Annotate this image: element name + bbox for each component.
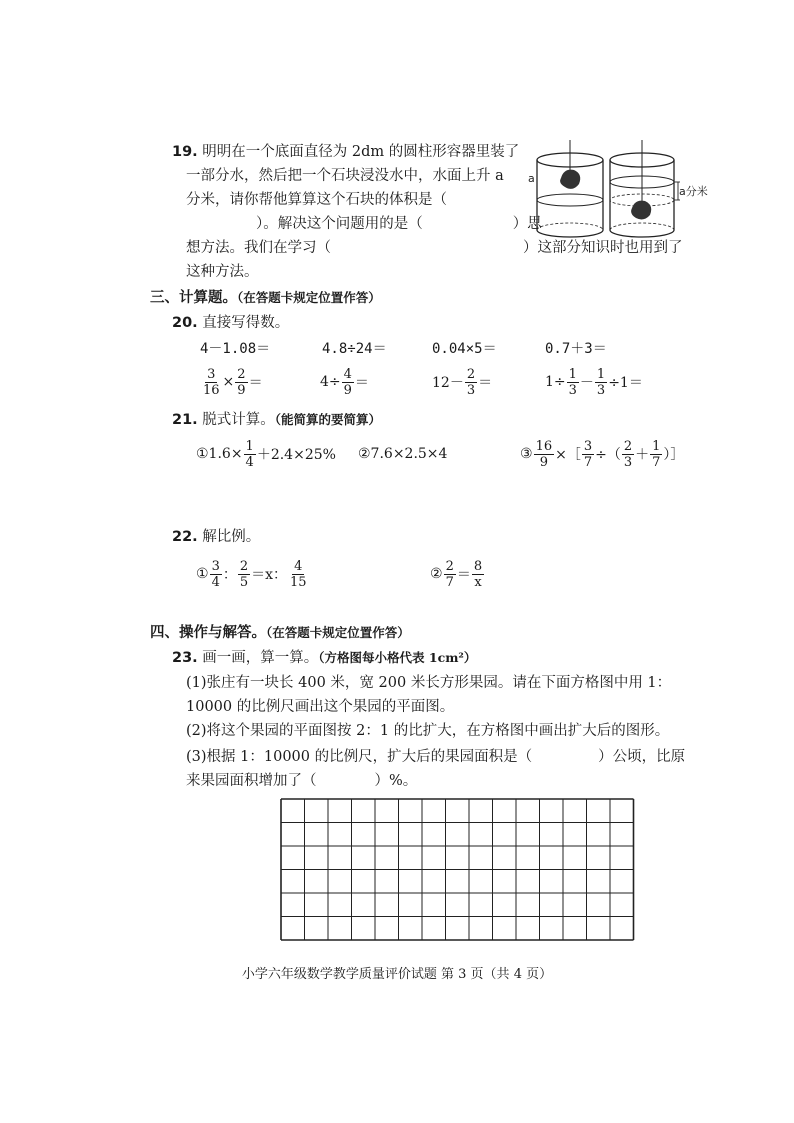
q23-heading [172,648,476,668]
q21-expr-1: ①1.6× $\frac{1}{4}$ ＋2.4×25% [196,438,336,470]
cylinder-before [537,140,603,237]
q23-text-4b: ）%。 [374,773,418,789]
drawing-grid[interactable] [280,798,640,948]
q19-number: 19. [172,144,198,160]
label-a: a [528,172,535,185]
q20-number: 20. [172,315,198,331]
q21-expr-3: ③ $\frac{16}{9}$ ×［ $\frac{3}{7}$ ÷（ $\frac{2}{3}$ ＋ $\frac{1}{7}$ ）］ [520,438,685,470]
section-3-title: 三、计算题。 [150,289,237,306]
q23-part-3a [186,747,685,767]
q23-note: （方格图每小格代表 1cm²） [318,650,477,665]
q23-text-3b: ）公顷，比原 [598,749,686,765]
q21-expr-2: ②7.6×2.5×4 [358,446,448,462]
q19-line1 [172,142,519,162]
fraction: $\frac{1}{3}$ [596,366,606,398]
q19-text-4a: ）。解决这个问题用的是（ [256,216,423,232]
q19-text-4b: ）思 [512,216,542,232]
q23-text-3a: (3)根据 1：10000 的比例尺，扩大后的果园面积是（ [186,749,533,765]
q19-text-1: 明明在一个底面直径为 2dm 的圆柱形容器里装了 [202,144,520,160]
cylinder-after [610,140,680,237]
q23-part-3b [186,771,417,791]
fraction: $\frac{4}{9}$ [343,366,352,398]
q23-part-1b: 10000 的比例尺画出这个果园的平面图。 [186,699,455,715]
label-rise: a分米 [679,185,708,198]
q22-expr-1: ① $\frac{3}{4}$ ： $\frac{2}{5}$ ＝x： $\frac{4}{15}$ [196,558,307,590]
fraction: $\frac{3}{7}$ [583,438,593,470]
page-footer: 小学六年级数学教学质量评价试题 第 3 页（共 4 页） [241,967,553,982]
q22-expr-2: ② $\frac{2}{7}$ ＝ $\frac{8}{x}$ [430,558,483,590]
fraction: $\frac{2}{3}$ [466,366,476,398]
q20-item-5: $\frac{3}{16}$ × $\frac{2}{9}$ ＝ [203,366,263,398]
q22-title: 解比例。 [202,529,261,545]
stone-icon [560,170,580,189]
q23-text-4a: 来果园面积增加了（ [186,773,317,789]
fraction: $\frac{2}{7}$ [445,558,454,590]
fraction: $\frac{2}{3}$ [623,438,633,470]
section-4-title: 四、操作与解答。 [150,624,266,641]
q19-line3 [186,190,517,210]
section-4-heading [150,623,410,643]
q20-item-6: 4÷ $\frac{4}{9}$ ＝ [320,366,369,398]
q19-line2: 一部分水，然后把一个石块浸没水中，水面上升 a [186,168,504,184]
q23-title: 画一画，算一算。 [202,650,319,666]
q19-text-5a: 想方法。我们在学习（ [186,240,331,256]
q21-title: 脱式计算。 [202,412,275,428]
section-4-note: （在答题卡规定位置作答） [266,625,410,640]
q23-part-2: (2)将这个果园的平面图按 2：1 的比扩大，在方格图中画出扩大后的图形。 [186,723,670,739]
q22-heading [172,527,260,547]
q22-number: 22. [172,529,198,545]
q20-item-4: 0.7＋3＝ [545,341,607,357]
fraction: $\frac{8}{x}$ [473,558,483,590]
q19-line4 [186,214,542,234]
fraction: $\frac{2}{5}$ [239,558,249,590]
fraction: $\frac{1}{4}$ [245,438,254,470]
fraction: $\frac{16}{9}$ [535,438,553,470]
fraction: $\frac{4}{15}$ [290,558,307,590]
fraction: $\frac{1}{3}$ [568,366,577,398]
q21-heading [172,410,381,430]
q19-text-3a: 分米，请你帮他算算这个石块的体积是（ [186,192,447,208]
section-3-note: （在答题卡规定位置作答） [237,290,381,305]
q21-number: 21. [172,412,198,428]
q23-number: 23. [172,650,198,666]
q20-item-1: 4－1.08＝ [200,341,271,357]
q20-item-8: 1÷ $\frac{1}{3}$ － $\frac{1}{3}$ ÷1＝ [545,366,643,398]
fraction: $\frac{3}{4}$ [211,558,220,590]
fraction: $\frac{3}{16}$ [203,366,220,398]
q19-text-5b: ）这部分知识时也用到了 [523,240,683,256]
stone-submerged-icon [631,201,651,220]
q20-item-2: 4.8÷24＝ [322,341,387,357]
q21-note: （能简算的要简算） [274,412,382,427]
section-3-heading [150,288,381,308]
q23-part-1a: (1)张庄有一块长 400 米，宽 200 米长方形果园。请在下面方格图中用 1： [186,675,672,691]
fraction: $\frac{1}{7}$ [652,438,661,470]
q20-title: 直接写得数。 [202,315,290,331]
q20-item-3: 0.04×5＝ [432,341,497,357]
q20-item-7: 12－ $\frac{2}{3}$ ＝ [432,366,493,398]
cylinder-illustration [528,138,708,250]
q19-line6: 这种方法。 [186,264,259,280]
fraction: $\frac{2}{9}$ [237,366,246,398]
